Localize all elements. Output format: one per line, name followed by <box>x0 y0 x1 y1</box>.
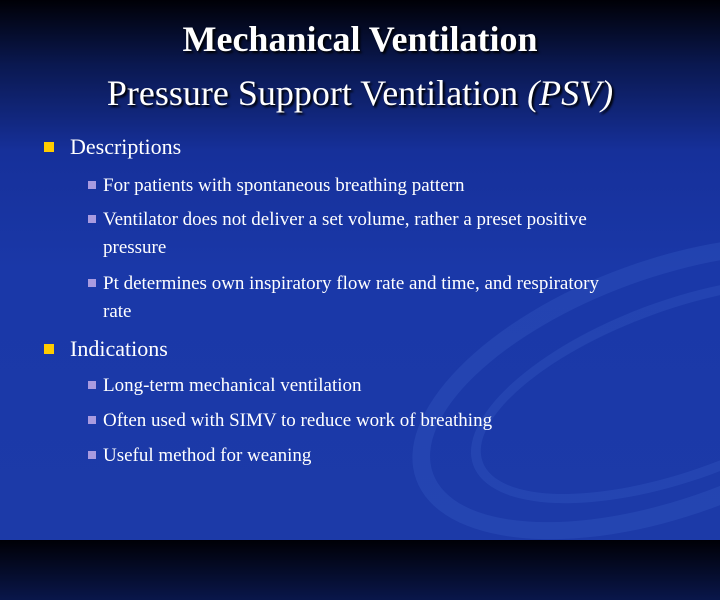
square-bullet-icon <box>44 142 54 152</box>
subtitle-text: Pressure Support Ventilation <box>106 73 528 113</box>
bullet-label: Indications <box>70 336 168 361</box>
square-bullet-icon <box>88 416 96 424</box>
square-bullet-icon <box>88 381 96 389</box>
sub-bullet <box>88 172 648 200</box>
sub-bullet-text: For patients with spontaneous breathing pattern <box>103 175 465 196</box>
bullet-label: Descriptions <box>70 134 182 159</box>
sub-bullet <box>88 407 648 435</box>
slide-title: Mechanical Ventilation <box>182 19 538 59</box>
sub-bullet-text: Often used with SIMV to reduce work of breathing <box>103 410 493 431</box>
square-bullet-icon <box>44 344 54 354</box>
subtitle-abbrev: (PSV) <box>527 73 614 113</box>
slide-subtitle <box>0 72 720 114</box>
square-bullet-icon <box>88 181 96 189</box>
bullet-descriptions <box>44 134 181 160</box>
square-bullet-icon <box>88 215 96 223</box>
sub-bullet <box>88 270 628 326</box>
sub-bullet-text: Long-term mechanical ventilation <box>103 375 362 396</box>
sub-bullet <box>88 442 648 470</box>
square-bullet-icon <box>88 279 96 287</box>
square-bullet-icon <box>88 451 96 459</box>
sub-bullet-text: Useful method for weaning <box>103 445 312 466</box>
sub-bullet <box>88 372 648 400</box>
sub-bullet-text: Ventilator does not deliver a set volume, rather a preset positive pressure <box>103 209 587 258</box>
bullet-indications <box>44 336 168 362</box>
sub-bullet-text: Pt determines own inspiratory flow rate and time, and respiratory rate <box>103 273 599 322</box>
sub-bullet <box>88 206 628 262</box>
